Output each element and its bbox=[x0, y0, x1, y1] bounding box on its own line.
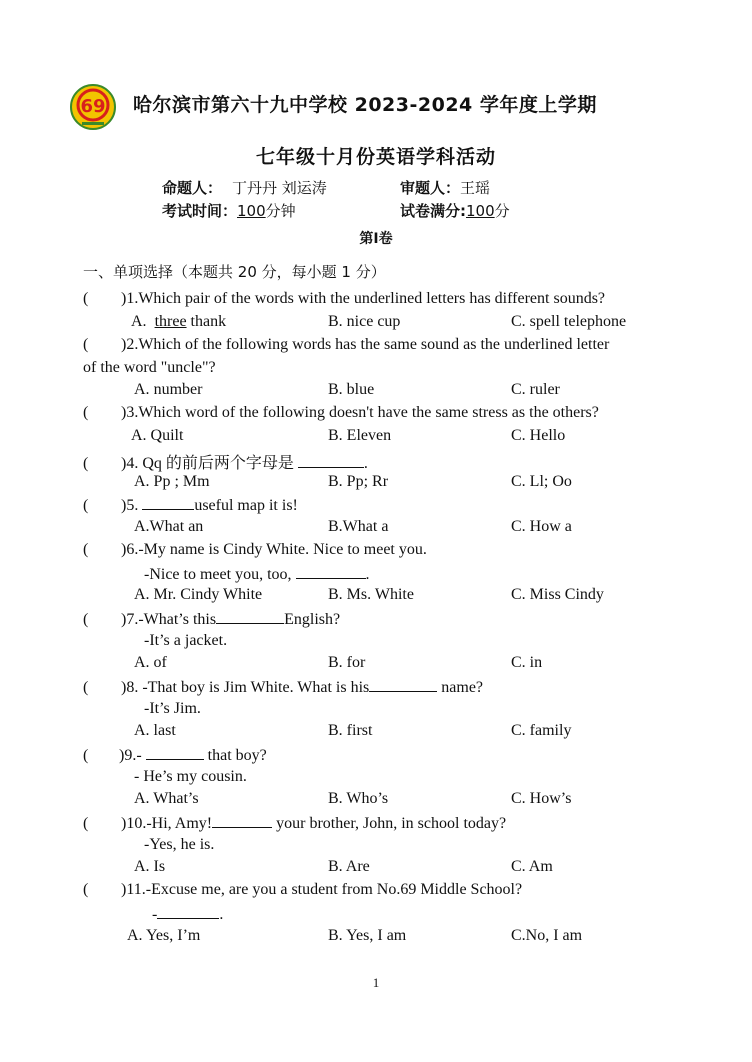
q7-option-c: C. in bbox=[511, 654, 543, 671]
q10-option-b: B. Are bbox=[328, 858, 370, 875]
question-11-reply: - . bbox=[152, 906, 224, 923]
q7-option-a: A. of bbox=[134, 654, 167, 671]
q8-option-a: A. last bbox=[134, 722, 176, 739]
question-3: ( )3.Which word of the following doesn't have the same stress as the others? bbox=[83, 404, 599, 421]
exam-title-line2: 七年级十月份英语学科活动 bbox=[255, 146, 496, 168]
q4-option-c: C. Ll; Oo bbox=[511, 473, 572, 490]
q6-option-c: C. Miss Cindy bbox=[511, 586, 604, 603]
question-8: ( )8. -That boy is Jim White. What is his name? bbox=[83, 679, 484, 696]
question-7: ( )7.-What’s this English? bbox=[83, 611, 341, 628]
q11-option-c: C.No, I am bbox=[511, 927, 583, 944]
question-1: ( )1.Which pair of the words with the underlined letters has different sounds? bbox=[83, 290, 606, 307]
q8-option-c: C. family bbox=[511, 722, 572, 739]
author-line: 命题人： 丁丹丹 刘运涛 bbox=[162, 179, 327, 197]
q9-option-a: A. What’s bbox=[134, 790, 199, 807]
question-11: ( )11.-Excuse me, are you a student from No.69 Middle School? bbox=[83, 881, 523, 898]
exam-title-line1: 哈尔滨市第六十九中学校 2023-2024 学年度上学期 bbox=[133, 94, 597, 116]
q5-option-c: C. How a bbox=[511, 518, 572, 535]
question-5: ( )5. useful map it is! bbox=[83, 497, 298, 514]
reviewer-line: 审题人：王瑶 bbox=[400, 179, 491, 197]
question-8-reply: -It’s Jim. bbox=[144, 700, 201, 717]
exam-time: 考试时间：100分钟 bbox=[162, 202, 296, 220]
q2-option-b: B. blue bbox=[328, 381, 375, 398]
question-7-reply: -It’s a jacket. bbox=[144, 632, 228, 649]
page-number: 1 bbox=[372, 975, 380, 990]
q9-option-b: B. Who’s bbox=[328, 790, 389, 807]
question-2-cont: of the word "uncle"? bbox=[83, 359, 216, 376]
question-10: ( )10.-Hi, Amy! your brother, John, in school today? bbox=[83, 815, 507, 832]
question-6-reply: -Nice to meet you, too, . bbox=[144, 566, 370, 583]
q9-option-c: C. How’s bbox=[511, 790, 572, 807]
q10-option-a: A. Is bbox=[134, 858, 166, 875]
logo-number: 69 bbox=[80, 96, 106, 117]
q6-option-b: B. Ms. White bbox=[328, 586, 414, 603]
question-2: ( )2.Which of the following words has the same sound as the underlined letter bbox=[83, 336, 610, 353]
q5-option-a: A.What an bbox=[134, 518, 204, 535]
q3-option-c: C. Hello bbox=[511, 427, 566, 444]
q3-option-b: B. Eleven bbox=[328, 427, 392, 444]
q3-option-a: A. Quilt bbox=[131, 427, 184, 444]
q11-option-a: A. Yes, I’m bbox=[127, 927, 201, 944]
q11-option-b: B. Yes, I am bbox=[328, 927, 407, 944]
question-6: ( )6.-My name is Cindy White. Nice to meet you. bbox=[83, 541, 427, 558]
section-heading: 一、单项选择（本题共 20 分，每小题 1 分） bbox=[83, 263, 386, 281]
exam-score: 试卷满分:100分 bbox=[400, 202, 510, 220]
school-logo-icon bbox=[70, 84, 116, 130]
q2-option-a: A. number bbox=[134, 381, 203, 398]
q8-option-b: B. first bbox=[328, 722, 373, 739]
volume-label: 第Ⅰ卷 bbox=[359, 231, 393, 247]
question-9-reply: - He’s my cousin. bbox=[134, 768, 247, 785]
q5-option-b: B.What a bbox=[328, 518, 389, 535]
q7-option-b: B. for bbox=[328, 654, 366, 671]
q2-option-c: C. ruler bbox=[511, 381, 560, 398]
q1-option-a: A. three thank bbox=[131, 313, 227, 330]
question-10-reply: -Yes, he is. bbox=[144, 836, 215, 853]
q1-option-c: C. spell telephone bbox=[511, 313, 627, 330]
q10-option-c: C. Am bbox=[511, 858, 553, 875]
question-4: ( )4. Qq 的前后两个字母是 . bbox=[83, 455, 368, 472]
q1-option-b: B. nice cup bbox=[328, 313, 401, 330]
q4-option-a: A. Pp ; Mm bbox=[134, 473, 210, 490]
q4-option-b: B. Pp; Rr bbox=[328, 473, 389, 490]
q6-option-a: A. Mr. Cindy White bbox=[134, 586, 263, 603]
question-9: ( )9.- that boy? bbox=[83, 747, 267, 764]
